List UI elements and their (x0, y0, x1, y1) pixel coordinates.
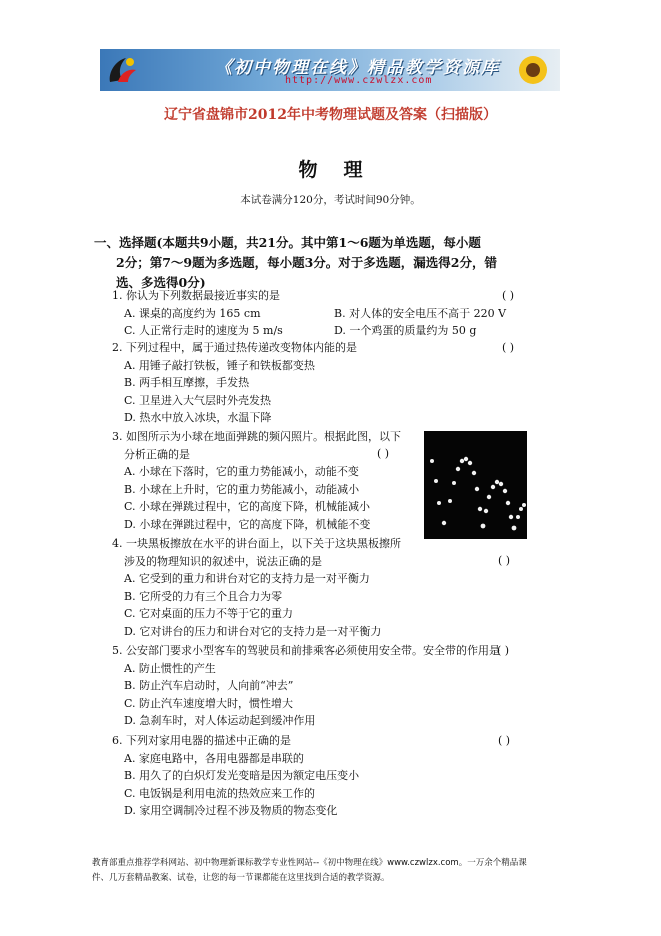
option-d: D. 家用空调制冷过程不涉及物质的物态变化 (124, 804, 338, 817)
section-line-3: 选、多选得0分) (116, 275, 206, 290)
banner-url[interactable]: http://www.czwlzx.com (285, 75, 433, 86)
answer-blank[interactable]: ( ) (498, 554, 511, 567)
option-a: A. 用锤子敲打铁板，锤子和铁板都变热 (124, 358, 315, 372)
question-4 (112, 535, 532, 640)
option-c: C. 电饭锅是利用电流的热效应来工作的 (124, 786, 316, 800)
option-b: B. 它所受的力有三个且合力为零 (124, 589, 283, 603)
option-c: C. 小球在弹跳过程中，它的高度下降，机械能减小 (124, 500, 371, 513)
question-stem: 1. 你认为下列数据最接近事实的是 (112, 289, 280, 302)
bouncing-ball-photo (424, 431, 527, 539)
question-stem: 3. 如图所示为小球在地面弹跳的频闪照片。根据此图，以下 (112, 430, 401, 443)
exam-notice: 本试卷满分120分，考试时间90分钟。 (240, 194, 421, 206)
option-c: C. 它对桌面的压力不等于它的重力 (124, 607, 294, 620)
answer-blank[interactable]: ( ) (377, 447, 390, 460)
sunflower-icon (516, 53, 550, 87)
option-a: A. 它受到的重力和讲台对它的支持力是一对平衡力 (124, 572, 370, 585)
question-stem: 4. 一块黑板擦放在水平的讲台面上，以下关于这块黑板擦所 (112, 537, 401, 550)
option-d: D. 小球在弹跳过程中，它的高度下降，机械能不变 (124, 517, 371, 531)
option-b: B. 防止汽车启动时，人向前“冲去” (124, 679, 294, 692)
option-c: C. 防止汽车速度增大时，惯性增大 (124, 696, 294, 710)
option-d: D. 急刹车时，对人体运动起到缓冲作用 (124, 714, 316, 727)
answer-blank[interactable]: ( ) (497, 644, 510, 657)
question-2 (112, 339, 532, 427)
question-stem: 5. 公安部门要求小型客车的驾驶员和前排乘客必须使用安全带。安全带的作用是 (112, 644, 500, 657)
subject-heading: 物理 (298, 159, 389, 181)
question-1 (112, 287, 532, 340)
page-footer (92, 856, 572, 886)
question-stem-cont: 分析正确的是 (124, 447, 190, 461)
question-5 (112, 642, 536, 730)
document-title: 辽宁省盘锦市2012年中考物理试题及答案（扫描版） (164, 107, 497, 123)
site-logo-icon (106, 54, 140, 86)
option-d: D. 热水中放入冰块，水温下降 (124, 411, 272, 424)
header-banner (100, 49, 560, 91)
option-a: A. 防止惯性的产生 (124, 661, 216, 675)
section-line-2: 2分；第7～9题为多选题，每小题3分。对于多选题，漏选得2分，错 (116, 255, 497, 270)
option-b: B. 两手相互摩擦，手发热 (124, 376, 250, 389)
option-b: B. 小球在上升时，它的重力势能减小，动能减小 (124, 482, 360, 496)
option-a: A. 家庭电路中，各用电器都是串联的 (124, 751, 304, 765)
question-6 (112, 732, 532, 820)
section-heading (94, 233, 564, 293)
section-line-1: 一、选择题(本题共9小题，共21分。其中第1～6题为单选题，每小题 (94, 235, 481, 250)
option-b: B. 对人体的安全电压不高于 220 V (334, 306, 507, 320)
answer-blank[interactable]: ( ) (498, 734, 511, 747)
question-3 (112, 428, 422, 533)
question-stem: 2. 下列过程中，属于通过热传递改变物体内能的是 (112, 341, 357, 354)
option-b: B. 用久了的白炽灯发光变暗是因为额定电压变小 (124, 769, 360, 782)
option-a: A. 小球在下落时，它的重力势能减小，动能不变 (124, 465, 359, 478)
question-stem: 6. 下列对家用电器的描述中正确的是 (112, 734, 291, 747)
option-c: C. 人正常行走时的速度为 5 m/s (124, 324, 283, 337)
question-stem-cont: 涉及的物理知识的叙述中，说法正确的是 (124, 554, 322, 568)
footer-line-2: 件、几万套精品教案、试卷，让您的每一节课都能在这里找到合适的教学资源。 (92, 873, 390, 883)
option-a: A. 课桌的高度约为 165 cm (124, 306, 261, 320)
answer-blank[interactable]: ( ) (502, 289, 515, 302)
footer-line-1: 教育部重点推荐学科网站、初中物理新课标教学专业性网站--《初中物理在线》www.czwlzx.com。一万余个精品课 (92, 858, 527, 868)
answer-blank[interactable]: ( ) (502, 341, 515, 354)
option-d: D. 它对讲台的压力和讲台对它的支持力是一对平衡力 (124, 624, 382, 638)
option-d: D. 一个鸡蛋的质量约为 50 g (334, 324, 477, 337)
option-c: C. 卫星进入大气层时外壳发热 (124, 393, 272, 407)
banner-title: 《初中物理在线》精品教学资源库 (215, 58, 500, 78)
